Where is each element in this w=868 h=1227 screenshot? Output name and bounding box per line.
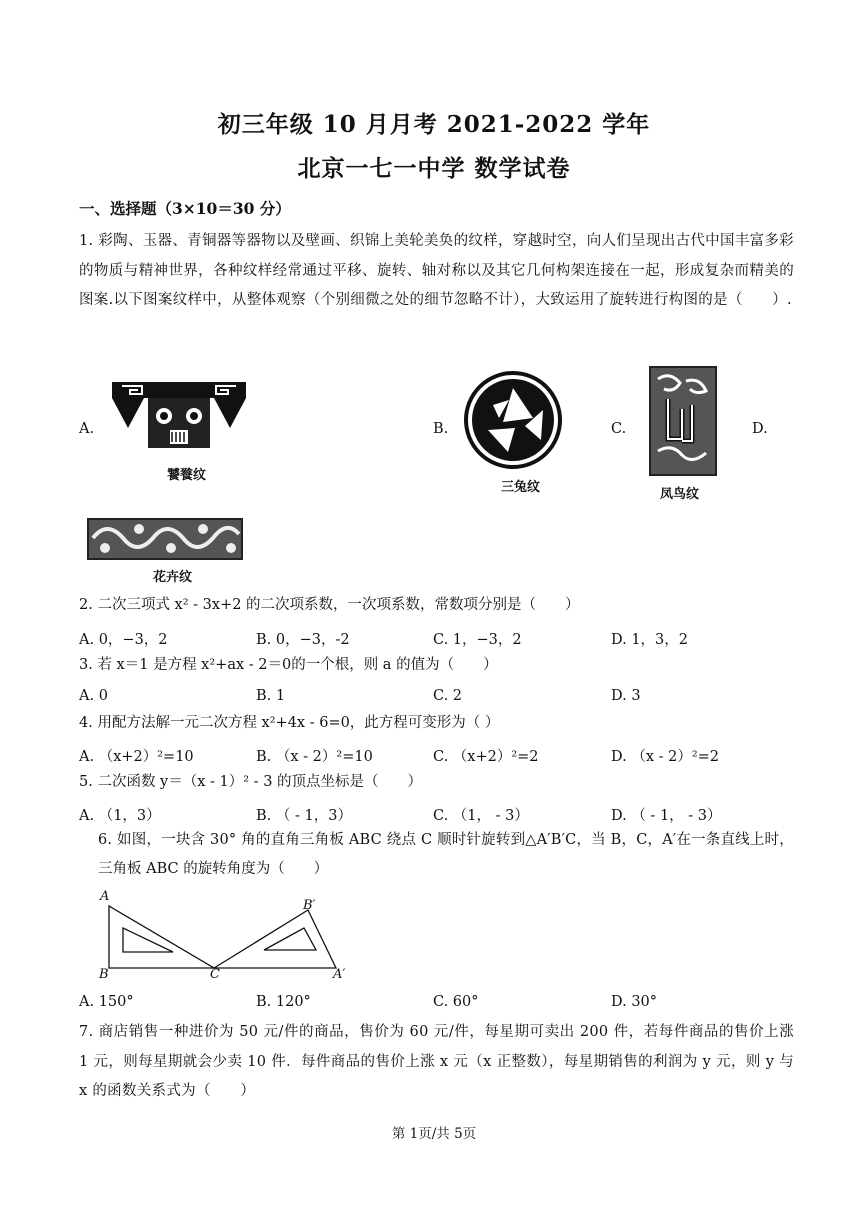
figure-label-a: A	[100, 889, 110, 904]
question-5-stem: 5. 二次函数 y＝（x - 1）² - 3 的顶点坐标是（ ）	[79, 774, 423, 790]
q4-option-c: C. （x+2）²=2	[433, 749, 539, 765]
figure-label-a-prime: A′	[333, 967, 346, 982]
q1-option-b-caption: 三兔纹	[501, 480, 541, 495]
question-6-line1: 6. 如图，一块含 30° 角的直角三角板 ABC 绕点 C 顺时针旋转到△A′B′C，当 B，C，A′在一条直线上时，	[98, 832, 794, 848]
q6-option-c: C. 60°	[433, 994, 479, 1010]
q4-option-d: D. （x - 2）²=2	[611, 749, 720, 765]
question-4-stem: 4. 用配方法解一元二次方程 x²+4x - 6=0，此方程可变形为（ ）	[79, 715, 500, 731]
phoenix-pattern-image	[648, 365, 718, 477]
page-number: 第 1页/共 5页	[391, 1126, 477, 1142]
q1-option-a-caption: 饕餮纹	[167, 468, 207, 483]
exam-title-line2: 北京一七一中学 数学试卷	[297, 155, 571, 182]
question-1-text: 1. 彩陶、玉器、青铜器等器物以及壁画、织锦上美轮美奂的纹样，穿越时空，向人们呈现出古代中国丰富多彩的物质与精神世界，各种纹样经常通过平移、旋转、轴对称以及其它几何构架连接在一起，形成复杂而精美的图案.以下图案纹样中，从整体观察（个别细微之处的细节忽略不计），大致运用了旋转进行构图的是（ ）.	[79, 233, 794, 308]
q1-option-b-letter: B.	[433, 421, 449, 437]
q6-option-d: D. 30°	[611, 994, 658, 1010]
q2-option-c: C. 1，−3，2	[433, 632, 522, 648]
q1-option-c-letter: C.	[611, 421, 627, 437]
q2-option-a: A. 0，−3，2	[79, 632, 168, 648]
flower-pattern-image	[87, 518, 243, 560]
section-heading: 一、选择题（3×10＝30 分）	[79, 199, 291, 218]
rotation-triangle-figure	[96, 888, 356, 988]
figure-label-c: C	[210, 967, 220, 982]
q5-option-b: B. （ - 1，3）	[256, 808, 352, 824]
q3-option-a: A. 0	[79, 688, 108, 704]
q1-option-c-caption: 凤鸟纹	[660, 487, 700, 502]
figure-label-b-prime: B′	[303, 898, 316, 913]
q1-option-d-caption: 花卉纹	[153, 570, 193, 585]
exam-title-line1: 初三年级 10 月月考 2021-2022 学年	[217, 111, 651, 138]
q6-option-b: B. 120°	[256, 994, 311, 1010]
q1-option-d-letter: D.	[752, 421, 768, 437]
q2-option-d: D. 1，3，2	[611, 632, 689, 648]
q3-option-c: C. 2	[433, 688, 463, 704]
q5-option-c: C. （1， - 3）	[433, 808, 529, 824]
three-rabbits-pattern-image	[463, 370, 563, 470]
figure-label-b: B	[99, 967, 109, 982]
q1-option-a-letter: A.	[79, 421, 95, 437]
question-2-stem: 2. 二次三项式 x² - 3x+2 的二次项系数，一次项系数，常数项分别是（ ）	[79, 597, 580, 613]
question-3-stem: 3. 若 x＝1 是方程 x²+ax - 2＝0的一个根，则 a 的值为（ ）	[79, 657, 498, 673]
q3-option-d: D. 3	[611, 688, 641, 704]
q5-option-a: A. （1，3）	[79, 808, 161, 824]
taotie-pattern-image	[108, 378, 250, 458]
question-7-text: 7. 商店销售一种进价为 50 元/件的商品，售价为 60 元/件，每星期可卖出 200 件，若每件商品的售价上涨 1 元，则每星期就会少卖 10 件．每件商品的售价上涨 x 元（x 正整数），每星期销售的利润为 y 元，则 y 与 x 的函数关系式为（ ）	[79, 1024, 794, 1099]
q2-option-b: B. 0，−3，-2	[256, 632, 350, 648]
q6-option-a: A. 150°	[79, 994, 134, 1010]
question-6-line2: 三角板 ABC 的旋转角度为（ ）	[98, 861, 329, 877]
q4-option-a: A. （x+2）²=10	[79, 749, 194, 765]
q3-option-b: B. 1	[256, 688, 286, 704]
q5-option-d: D. （ - 1， - 3）	[611, 808, 722, 824]
q4-option-b: B. （x - 2）²=10	[256, 749, 373, 765]
